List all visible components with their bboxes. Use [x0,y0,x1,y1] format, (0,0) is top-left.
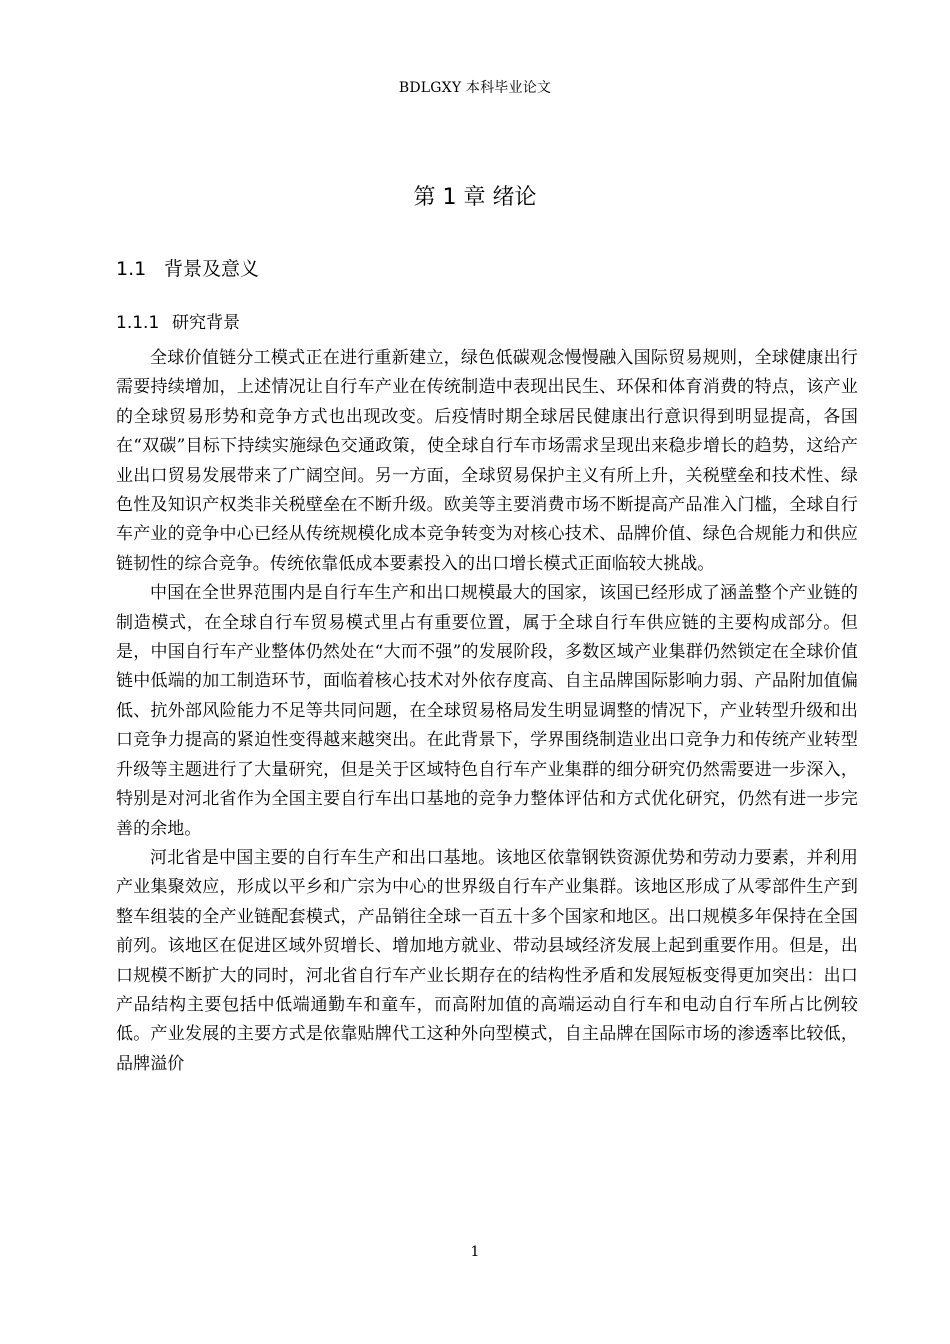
page-number: 1 [470,1244,480,1260]
section-number: 1.1 [116,258,147,280]
subsection-heading [116,308,240,333]
section-heading [116,254,259,281]
body-text [116,344,858,1079]
section-title: 背景及意义 [164,258,260,280]
chapter-title: 第 1 章 绪论 [413,185,537,210]
paragraph: 中国在全世界范围内是自行车生产和出口规模最大的国家，该国已经形成了涵盖整个产业链的制造模式，在全球自行车贸易模式里占有重要位置，属于全球自行车供应链的主要构成部分。但是，中国自行车产业整体仍然处在“大而不强”的发展阶段，多数区域产业集群仍然锁定在全球价值链中低端的加工制造环节，面临着核心技术对外依存度高、自主品牌国际影响力弱、产品附加值偏低、抗外部风险能力不足等共同问题，在全球贸易格局发生明显调整的情况下，产业转型升级和出口竞争力提高的紧迫性变得越来越突出。在此背景下，学界围绕制造业出口竞争力和传统产业转型升级等主题进行了大量研究，但是关于区域特色自行车产业集群的细分研究仍然需要进一步深入，特别是对河北省作为全国主要自行车出口基地的竞争力整体评估和方式优化研究，仍然有进一步完善的余地。 [116,583,858,839]
subsection-title: 研究背景 [172,313,240,333]
running-header: BDLGXY 本科毕业论文 [398,80,552,96]
subsection-number: 1.1.1 [116,313,160,333]
paragraph: 河北省是中国主要的自行车生产和出口基地。该地区依靠钢铁资源优势和劳动力要素，并利用产业集聚效应，形成以平乡和广宗为中心的世界级自行车产业集群。该地区形成了从零部件生产到整车组装的全产业链配套模式，产品销往全球一百五十多个国家和地区。出口规模多年保持在全国前列。该地区在促进区域外贸增长、增加地方就业、带动县域经济发展上起到重要作用。但是，出口规模不断扩大的同时，河北省自行车产业长期存在的结构性矛盾和发展短板变得更加突出：出口产品结构主要包括中低端通勤车和童车，而高附加值的高端运动自行车和电动自行车所占比例较低。产业发展的主要方式是依靠贴牌代工这种外向型模式，自主品牌在国际市场的渗透率比较低，品牌溢价 [116,847,858,1074]
paragraph: 全球价值链分工模式正在进行重新建立，绿色低碳观念慢慢融入国际贸易规则，全球健康出行需要持续增加，上述情况让自行车产业在传统制造中表现出民生、环保和体育消费的特点，该产业的全球贸易形势和竞争方式也出现改变。后疫情时期全球居民健康出行意识得到明显提高，各国在“双碳”目标下持续实施绿色交通政策，使全球自行车市场需求呈现出来稳步增长的趋势，这给产业出口贸易发展带来了广阔空间。另一方面，全球贸易保护主义有所上升，关税壁垒和技术性、绿色性及知识产权类非关税壁垒在不断升级。欧美等主要消费市场不断提高产品准入门槛，全球自行车产业的竞争中心已经从传统规模化成本竞争转变为对核心技术、品牌价值、绿色合规能力和供应链韧性的综合竞争。传统依靠低成本要素投入的出口增长模式正面临较大挑战。 [116,348,858,574]
